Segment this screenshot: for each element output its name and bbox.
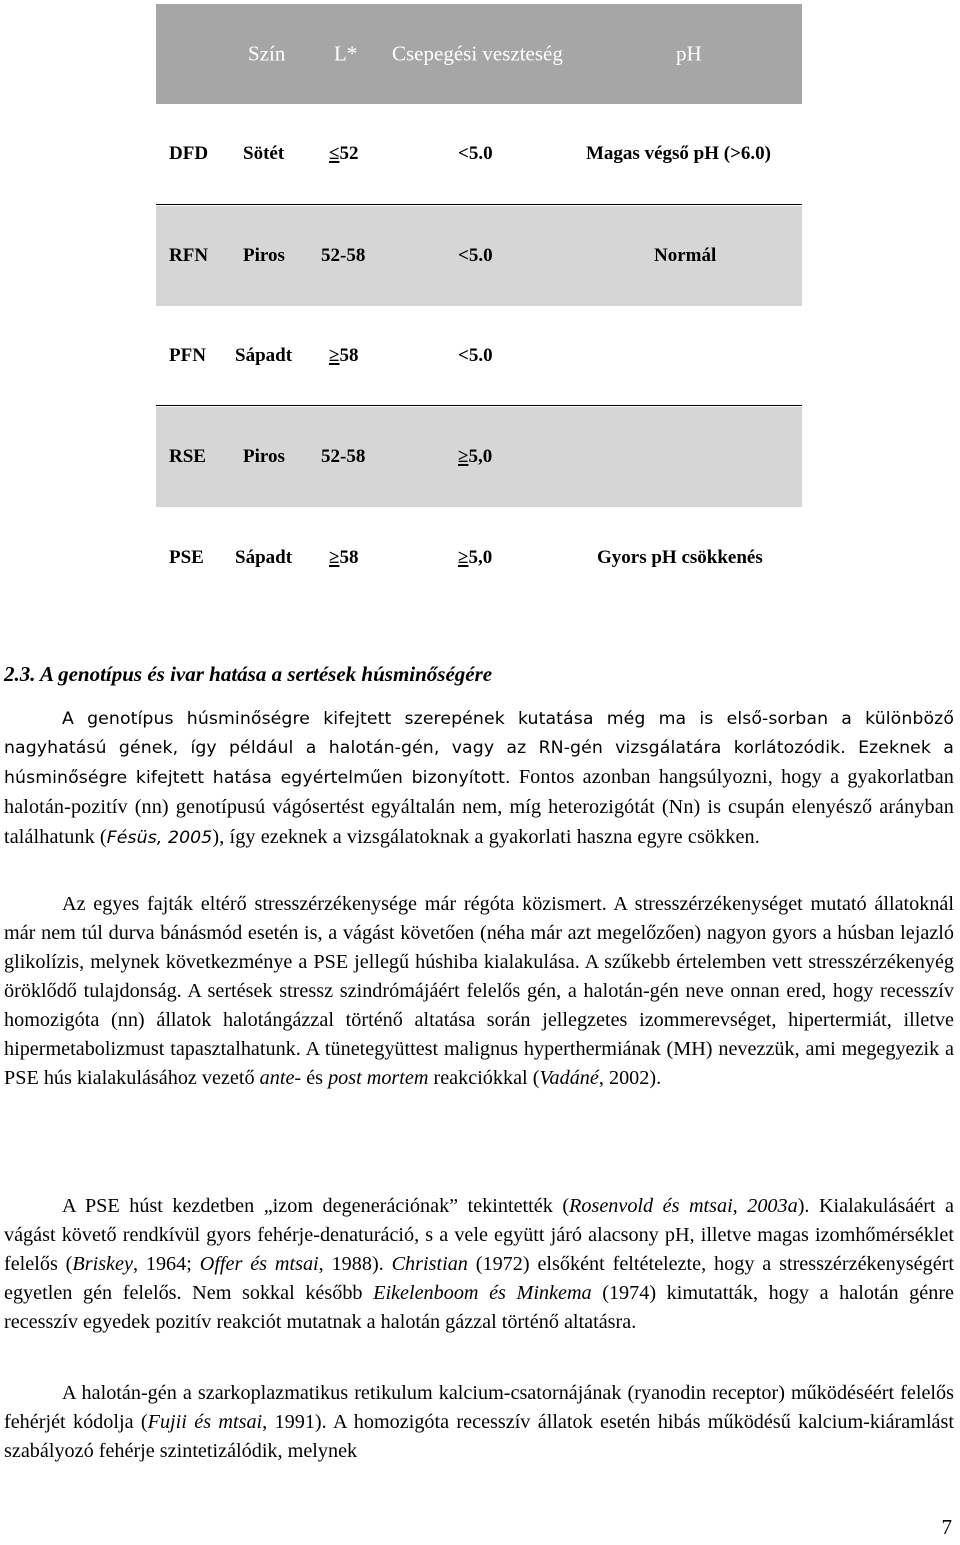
header-lightness: L* bbox=[334, 41, 358, 66]
row-ph: Normál bbox=[654, 245, 717, 266]
table-rule bbox=[156, 405, 802, 406]
row-color: Piros bbox=[243, 446, 285, 467]
paragraph-4: A halotán-gén a szarkoplazmatikus retikulum kalcium-csatornájának (ryanodin receptor) működéséért felelős fehérjét kódolja (Fujii és mtsai, 1991). A homozigóta recesszív állatok esetén hibás működésű kalcium-kiáramlást szabályozó fehérje szintetizálódik, melynek bbox=[4, 1382, 954, 1462]
paragraph-2: Az egyes fajták eltérő stresszérzékenysége már régóta közismert. A stresszérzékenységet mutató állatoknál már nem túl durva bánásmód esetén is, a vágást követően (néha már azt megelőzően) nagyon gyors a húsban lejazló glikolízis, melynek következménye a PSE jellegű húshiba kialakulása. A szűkebb értelemben vett stresszérzékenyég öröklődő tulajdonság. A sertések stressz szindrómájáért felelős gén, a halotán-gén neve onnan ered, hogy recesszív homozigóta (nn) állatok halotángázzal történő altatása során jellegzetes izommerevséget, hipertermiát, illetve hipermetabolizmust tapasztalhatunk. A tünetegyüttest malignus hyperthermiának (MH) nevezzük, ami megegyezik a PSE hús kialakulásához vezető ante- és post mortem reakciókkal (Vadáné, 2002). bbox=[4, 893, 954, 1089]
header-drip-loss: Csepegési veszteség bbox=[392, 41, 563, 66]
row-drip-loss: ≥5,0 bbox=[458, 547, 493, 568]
header-ph: pH bbox=[676, 41, 702, 66]
row-code: RSE bbox=[169, 446, 206, 467]
row-code: DFD bbox=[169, 143, 209, 164]
row-color: Sápadt bbox=[235, 547, 293, 568]
row-ph: Gyors pH csökkenés bbox=[597, 547, 763, 568]
row-lightness: ≤52 bbox=[329, 143, 359, 164]
row-drip-loss: ≥5,0 bbox=[458, 446, 493, 467]
section-heading: 2.3. A genotípus és ivar hatása a sertések húsminőségére bbox=[4, 662, 493, 686]
row-lightness: ≥58 bbox=[329, 345, 359, 366]
row-color: Piros bbox=[243, 245, 285, 266]
table-row bbox=[156, 306, 802, 406]
table-row bbox=[156, 104, 802, 204]
header-color: Szín bbox=[248, 41, 286, 66]
paragraph-1: A genotípus húsminőségre kifejtett szerepének kutatása még ma is első-sorban a különböző nagyhatású gének, így például a halotán-gén, vagy az RN-gén vizsgálatára korlátozódik. Ezeknek a húsminőségre kifejtett hatása egyértelműen bizonyított. Fontos azonban hangsúlyozni, hogy a gyakorlatban halotán-pozitív (nn) genotípusú vágósertést egyáltalán nem, míg heterozigótát (Nn) is csupán elenyésző arányban találhatunk (Fésüs, 2005), így ezeknek a vizsgálatoknak a gyakorlati haszna egyre csökken. bbox=[4, 709, 954, 848]
page-number: 7 bbox=[941, 1515, 952, 1539]
paragraph-3: A PSE húst kezdetben „izom degenerációnak” tekintették (Rosenvold és mtsai, 2003a). Kialakulásáért a vágást követő rendkívül gyors fehérje-denaturáció, s a vele együtt járó alacsony pH, illetve magas izomhőmérséklet felelős (Briskey, 1964; Offer és mtsai, 1988). Christian (1972) elsőként feltételezte, hogy a stresszérzékenységért egyetlen gén felelős. Nem sokkal később Eikelenboom és Minkema (1974) kimutatták, hogy a halotán génre recesszív egyedek pozitív reakciót mutatnak a halotán gázzal történő altatásra. bbox=[4, 1195, 954, 1333]
row-drip-loss: <5.0 bbox=[458, 345, 493, 366]
row-code: PFN bbox=[169, 345, 206, 366]
row-color: Sötét bbox=[243, 143, 285, 164]
row-ph: Magas végső pH (>6.0) bbox=[586, 143, 771, 164]
row-lightness: 52-58 bbox=[321, 446, 366, 467]
table-row bbox=[156, 407, 802, 507]
row-color: Sápadt bbox=[235, 345, 293, 366]
table-row bbox=[156, 206, 802, 306]
table-header-row bbox=[156, 4, 802, 104]
table-rule bbox=[156, 204, 802, 205]
table-row bbox=[156, 508, 802, 608]
row-code: RFN bbox=[169, 245, 209, 266]
row-code: PSE bbox=[169, 547, 204, 568]
row-drip-loss: <5.0 bbox=[458, 245, 493, 266]
row-drip-loss: <5.0 bbox=[458, 143, 493, 164]
row-lightness: 52-58 bbox=[321, 245, 366, 266]
row-lightness: ≥58 bbox=[329, 547, 359, 568]
